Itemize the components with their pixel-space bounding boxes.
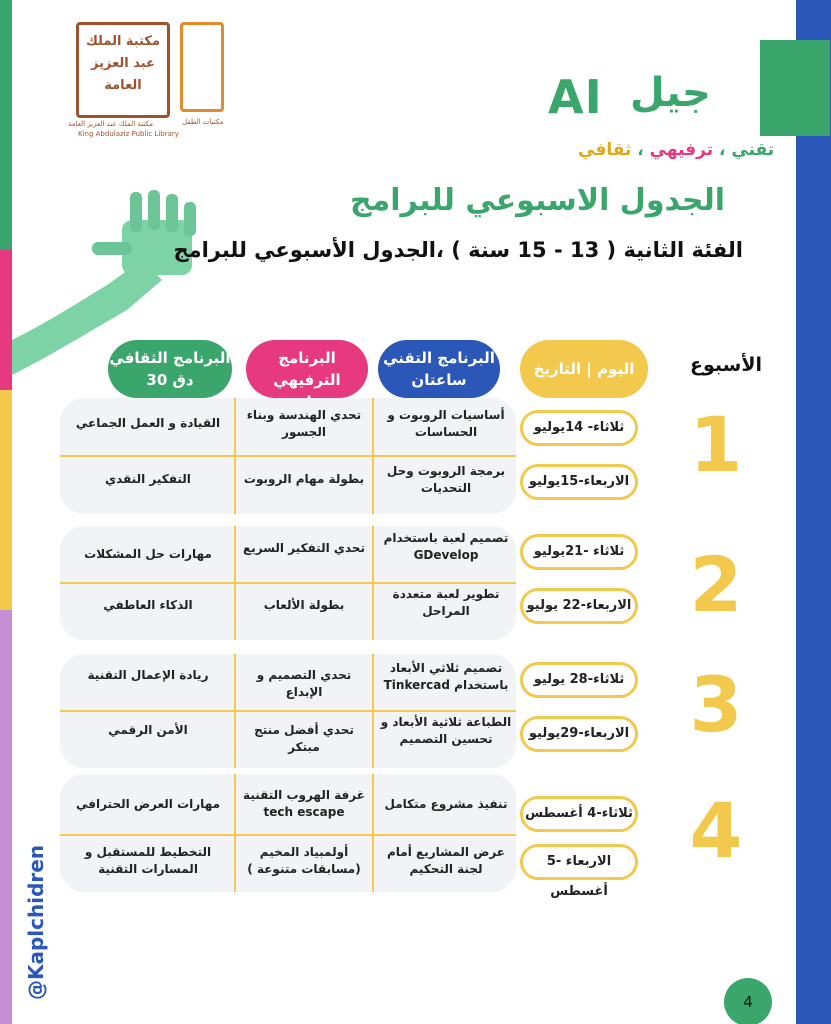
page-title: الجدول الاسبوعي للبرامج bbox=[350, 183, 725, 218]
cell-line: (مسابقات متنوعة ) bbox=[247, 862, 361, 876]
column-divider bbox=[234, 774, 236, 892]
tech-cell bbox=[376, 407, 516, 441]
fun-cell bbox=[238, 667, 370, 701]
date-pill: الاربعاء-15يوليو bbox=[520, 464, 638, 500]
cell-line: التحديات bbox=[420, 481, 472, 495]
children-library-logo bbox=[180, 22, 224, 112]
brand-tagline bbox=[578, 140, 774, 160]
library-name-en: King Abdulaziz Public Library bbox=[78, 130, 179, 138]
cell-line: تنفيذ مشروع متكامل bbox=[384, 797, 508, 811]
day-header-label: اليوم | التاريخ bbox=[533, 360, 635, 378]
cell-line: التخطيط للمستقبل و bbox=[84, 845, 212, 859]
cult-cell bbox=[64, 415, 232, 432]
tagline-cult: ثقافي bbox=[578, 140, 632, 160]
brand-ai: AI bbox=[548, 70, 603, 124]
tech-header-line2: ساعتان bbox=[411, 371, 467, 389]
library-logo bbox=[76, 22, 170, 118]
cell-line: GDevelop bbox=[413, 548, 479, 562]
cult-header-pill bbox=[108, 340, 232, 398]
cult-cell bbox=[64, 844, 232, 878]
library-name-ar: مكتبة الملك عبد العزيز العامة bbox=[68, 120, 154, 128]
children-library-text: مكتبات الطفل bbox=[182, 118, 224, 126]
date-pill: ثلاثاء-28 يوليو bbox=[520, 662, 638, 698]
cell-line: أولمبياد المخيم bbox=[259, 845, 349, 859]
cell-line: باستخدام Tinkercad bbox=[383, 678, 509, 692]
tagline-tech: تقني bbox=[731, 140, 775, 160]
left-edge-yellow bbox=[0, 390, 12, 610]
tech-cell bbox=[376, 530, 516, 564]
date-pill: ثلاثاء -21يوليو bbox=[520, 534, 638, 570]
cell-line: الأمن الرقمي bbox=[108, 723, 188, 737]
brand-name: جيل bbox=[630, 70, 711, 116]
cell-line: المراحل bbox=[422, 604, 470, 618]
cell-line: لجنة التحكيم bbox=[409, 862, 483, 876]
tech-cell bbox=[376, 796, 516, 813]
row-divider bbox=[60, 710, 516, 712]
date-pill: ثلاثاء-4 أغسطس bbox=[520, 796, 638, 832]
page-subtitle: الفئة الثانية ( 13 - 15 سنة ) ،الجدول الأسبوعي للبرامج bbox=[173, 238, 743, 262]
fun-cell bbox=[238, 844, 370, 878]
library-logo-text: مكتبة الملك عبد العزيز العامة bbox=[85, 34, 161, 93]
cell-line: تحسين التصميم bbox=[399, 732, 493, 746]
week-number: 3 bbox=[689, 660, 743, 749]
fun-header-pill bbox=[246, 340, 368, 398]
row-divider bbox=[60, 455, 516, 457]
cult-cell bbox=[64, 667, 232, 684]
cell-line: ريادة الإعمال التقنية bbox=[87, 668, 209, 682]
cell-line: تحدي أفضل منتج مبتكر bbox=[254, 723, 354, 754]
tagline-fun: ترفيهي bbox=[649, 140, 714, 160]
cell-line: tech escape bbox=[263, 805, 345, 819]
cell-line: بطولة الألعاب bbox=[263, 598, 345, 612]
fun-cell bbox=[238, 540, 370, 557]
fun-cell bbox=[238, 787, 370, 821]
date-pill: الاربعاء-22 يوليو bbox=[520, 588, 638, 624]
date-pill: الاربعاء -5 أغسطس bbox=[520, 844, 638, 880]
fun-cell bbox=[238, 407, 370, 441]
cult-cell bbox=[64, 796, 232, 813]
cell-line: الذكاء العاطفي bbox=[103, 598, 193, 612]
cell-line: القيادة و العمل الجماعي bbox=[75, 416, 221, 430]
cell-line: تطوير لعبة متعددة bbox=[392, 587, 500, 601]
tagline-sep: ، bbox=[719, 140, 726, 160]
cell-line: مهارات حل المشكلات bbox=[84, 547, 212, 561]
fun-cell bbox=[238, 597, 370, 614]
social-handle: @Kaplchidren bbox=[24, 844, 48, 1000]
cell-line: المسارات التقنية bbox=[98, 862, 198, 876]
column-divider bbox=[372, 774, 374, 892]
tech-cell bbox=[376, 714, 516, 748]
cell-line: الحساسات bbox=[414, 425, 478, 439]
left-edge-purple bbox=[0, 610, 12, 1024]
right-edge-bar bbox=[796, 0, 831, 1024]
week-number: 1 bbox=[689, 400, 743, 489]
cult-header-line1: البرنامج الثقافي bbox=[109, 349, 231, 367]
date-pill: ثلاثاء- 14يوليو bbox=[520, 410, 638, 446]
cell-line: تحدي الهندسة وبناء bbox=[246, 408, 362, 422]
date-pill: الاربعاء-29يوليو bbox=[520, 716, 638, 752]
cell-line: عرض المشاريع أمام bbox=[387, 845, 505, 859]
day-header-pill bbox=[520, 340, 648, 398]
cult-header-line2: 30 دق bbox=[146, 371, 194, 389]
tagline-sep: ، bbox=[637, 140, 644, 160]
cell-line: بطولة مهام الروبوت bbox=[243, 472, 365, 486]
week-number: 2 bbox=[689, 540, 743, 629]
fun-header-line1: البرنامج الترفيهي bbox=[273, 349, 341, 389]
tech-cell bbox=[376, 586, 516, 620]
left-edge-green bbox=[0, 0, 12, 250]
cult-cell bbox=[64, 471, 232, 488]
week-number: 4 bbox=[689, 786, 743, 875]
row-divider bbox=[60, 582, 516, 584]
fun-cell bbox=[238, 471, 370, 488]
row-divider bbox=[60, 834, 516, 836]
cell-line: تصميم ثلاثي الأبعاد bbox=[389, 661, 503, 675]
cell-line: مهارات العرض الحترافي bbox=[75, 797, 221, 811]
tech-cell bbox=[376, 660, 516, 694]
cell-line: برمجة الروبوت وحل bbox=[386, 464, 506, 478]
cell-line: تصميم لعبة باستخدام bbox=[383, 531, 509, 545]
cell-line: تحدي التصميم و الإبداع bbox=[256, 668, 352, 699]
cell-line: الطباعة ثلاثية الأبعاد و bbox=[380, 715, 512, 729]
cell-line: تحدي التفكير السريع bbox=[243, 541, 365, 555]
left-edge-pink bbox=[0, 250, 12, 390]
tech-cell bbox=[376, 844, 516, 878]
cell-line: الجسور bbox=[282, 425, 326, 439]
cult-cell bbox=[64, 722, 232, 739]
tech-header-line1: البرنامج التقني bbox=[383, 349, 495, 367]
green-corner-block bbox=[760, 40, 830, 136]
tech-cell bbox=[376, 463, 516, 497]
cult-cell bbox=[64, 546, 232, 563]
cell-line: التفكير النقدي bbox=[105, 472, 191, 486]
page-number-badge: 4 bbox=[724, 978, 772, 1024]
cell-line: أساسيات الروبوت و bbox=[387, 408, 505, 422]
cult-cell bbox=[64, 597, 232, 614]
tech-header-pill bbox=[378, 340, 500, 398]
cell-line: غرفة الهروب التقنية bbox=[243, 788, 365, 802]
fun-cell bbox=[238, 722, 370, 756]
week-header: الأسبوع bbox=[690, 354, 762, 376]
